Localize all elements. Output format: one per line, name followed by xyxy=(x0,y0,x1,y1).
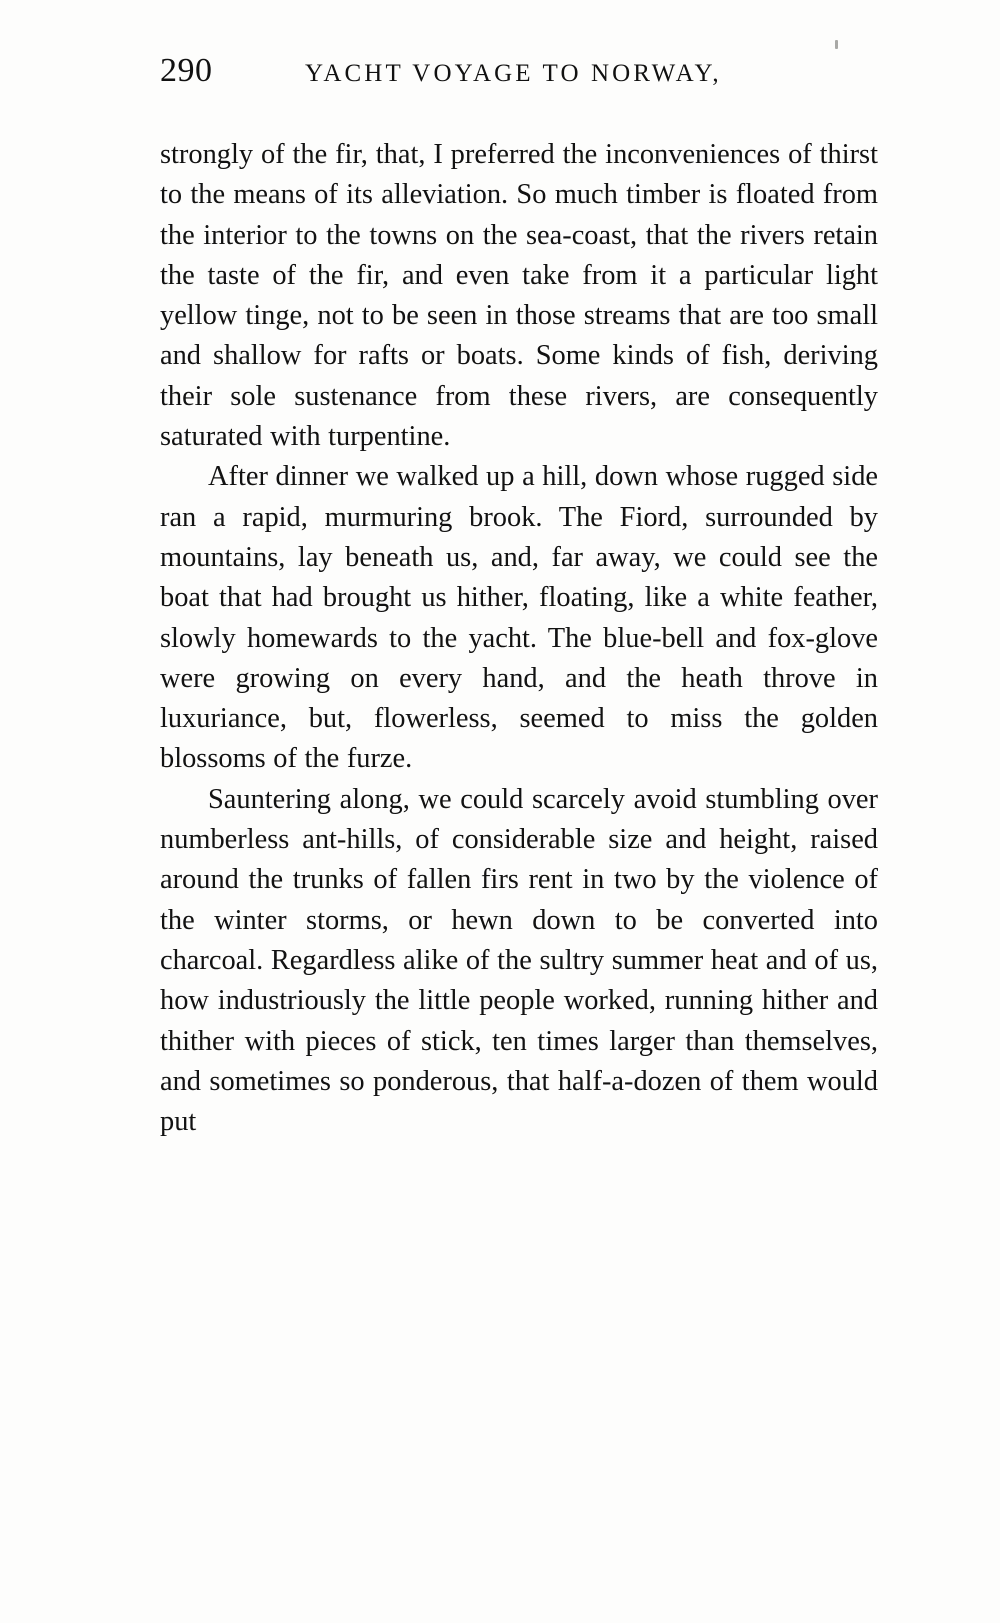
running-head xyxy=(160,52,880,96)
paragraph: strongly of the fir, that, I preferred the inconveniences of thirst to the means of its alleviation. So much timber is floated from the interior to the towns on the sea-coast, that the rivers retain the taste of the fir, and even take from it a particular light yellow tinge, not to be seen in those streams that are too small and shallow for rafts or boats. Some kinds of fish, deriving their sole sustenance from these rivers, are consequently saturated with turpentine. xyxy=(160,139,878,453)
body-text xyxy=(160,135,878,1142)
running-head-title: YACHT VOYAGE TO NORWAY, xyxy=(305,60,722,87)
paragraph: After dinner we walked up a hill, down whose rugged side ran a rapid, murmuring brook. The Fiord, surrounded by mountains, lay beneath us, and, far away, we could see the boat that had brought us hither, floating, like a white feather, slowly homewards to the yacht. The blue-bell and fox-glove were growing on every hand, and the heath throve in luxuriance, but, flowerless, seemed to miss the golden blossoms of the furze. xyxy=(160,461,878,775)
paragraph: Sauntering along, we could scarcely avoid stumbling over numberless ant-hills, of considerable size and height, raised around the trunks of fallen firs rent in two by the violence of the winter storms, or hewn down to be converted into charcoal. Regardless alike of the sultry summer heat and of us, how industriously the little people worked, running hither and thither with pieces of stick, ten times larger than themselves, and sometimes so ponderous, that half-a-dozen of them would put xyxy=(160,783,878,1138)
page-speck xyxy=(835,40,838,49)
page-number: 290 xyxy=(160,52,213,89)
